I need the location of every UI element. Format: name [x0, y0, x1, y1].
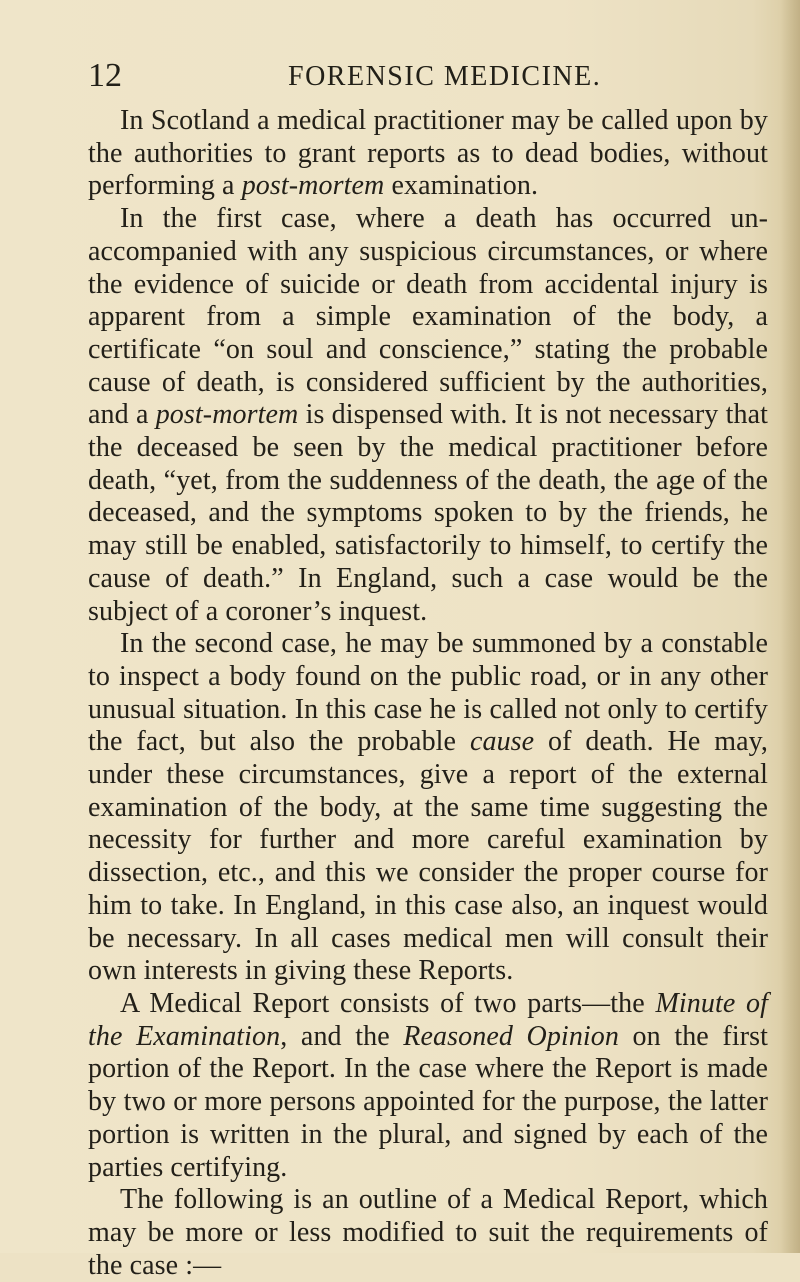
paragraph — [88, 203, 768, 628]
body-text — [88, 105, 768, 1282]
page-header — [88, 56, 768, 96]
page-edge-shadow — [780, 0, 800, 1253]
italic-text-run: post-mortem — [241, 170, 385, 202]
text-run: In Scotland a medical practitioner may be called upon by the authorities to grant reports as to dead bodies, without performing a — [88, 105, 768, 202]
paragraph — [88, 1184, 768, 1282]
text-run: examination. — [384, 170, 539, 202]
text-run: , and the — [280, 1020, 404, 1052]
text-run: In the second case, he may be summoned by a constable to inspect a body found on the public road, or in any other unusual situation. In this case he is called not only to certify the fact, but also the probable — [88, 628, 768, 758]
text-run: In the first case, where a death has occurred un-accompanied with any suspicious circumstances, or where the evidence of suicide or death from accidental injury is apparent from a simple examination of the body, a certificate “on soul and conscience,” stating the probable cause of death, is considered sufficient by the authorities, and a — [88, 203, 768, 431]
text-run: The following is an outline of a Medical Report, which may be more or less modified to suit the requirements of the case :— — [88, 1184, 768, 1281]
italic-text-run: cause — [469, 726, 535, 758]
paragraph — [88, 105, 768, 203]
text-run: on the first portion of the Report. In the case where the Report is made by two or more persons appointed for the purpose, the latter portion is written in the plural, and signed by each of the parties certifying. — [88, 1020, 768, 1183]
text-run: of death. He may, under these circumstances, give a report of the external examination of the body, at the same time suggesting the necessity for further and more careful examination by dissection, etc., and this we consider the proper course for him to take. In England, in this case also, an inquest would be necessary. In all cases medical men will consult their own interests in giving these Reports. — [88, 726, 769, 987]
running-title: FORENSIC MEDICINE. — [288, 61, 602, 92]
italic-text-run: Minute of the Examination — [88, 987, 768, 1052]
italic-text-run: post-mortem — [155, 399, 299, 431]
paragraph — [88, 628, 768, 988]
text-run: A Medical Report consists of two parts—the — [120, 987, 656, 1019]
page-number: 12 — [88, 57, 122, 94]
paragraph — [88, 988, 768, 1184]
italic-text-run: Reasoned Opinion — [403, 1020, 619, 1052]
text-run: is dispensed with. It is not necessary that the deceased be seen by the medical practitioner before death, “yet, from the suddenness of the death, the age of the deceased, and the symptoms spoken to by the friends, he may still be enabled, satisfactorily to himself, to certify the cause of death.” In England, such a case would be the subject of a coroner’s inquest. — [88, 399, 768, 627]
